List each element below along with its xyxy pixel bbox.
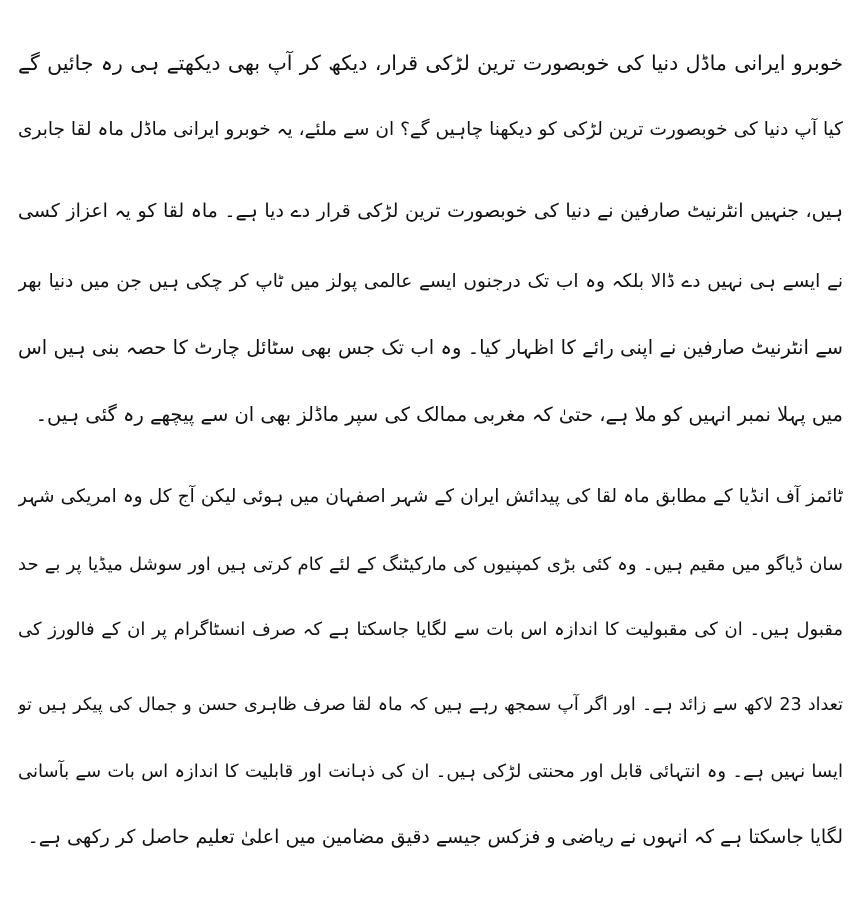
paragraph-2-line-3: مقبول ہیں۔ ان کی مقبولیت کا اندازہ اس بات سے لگایا جاسکتا ہے کہ صرف انسٹاگرام پر ان کے فالورز کی	[18, 619, 843, 640]
paragraph-2-line-1: ٹائمز آف انڈیا کے مطابق ماہ لقا کی پیدائش ایران کے شہر اصفہان میں ہوئی لیکن آج کل وہ امریکی شہر	[18, 486, 843, 507]
paragraph-1-line-2: ہیں، جنہیں انٹرنیٹ صارفین نے دنیا کی خوبصورت ترین لڑکی قرار دے دیا ہے۔ ماہ لقا کو یہ اعزاز کسی	[18, 200, 843, 222]
paragraph-1-line-3: نے ایسے ہی نہیں دے ڈالا بلکہ وہ اب تک درجنوں ایسے عالمی پولز میں ٹاپ کر چکی ہیں جن میں دنیا بھر	[18, 271, 843, 292]
paragraph-1-line-4: سے انٹرنیٹ صارفین نے اپنی رائے کا اظہار کیا۔ وہ اب تک جس بھی سٹائل چارٹ کا حصہ بنی ہیں اس	[18, 336, 843, 359]
article-headline: خوبرو ایرانی ماڈل دنیا کی خوبصورت ترین لڑکی قرار، دیکھ کر آپ بھی دیکھتے ہی رہ جائیں گے	[18, 51, 843, 75]
paragraph-2-line-6: لگایا جاسکتا ہے کہ انہوں نے ریاضی و فزکس جیسے دقیق مضامین میں اعلیٰ تعلیم حاصل کر رکھی ہے۔	[27, 826, 843, 848]
paragraph-2-line-5: ایسا نہیں ہے۔ وہ انتہائی قابل اور محنتی لڑکی ہیں۔ ان کی ذہانت اور قابلیت کا اندازہ اس بات سے بآسانی	[18, 761, 843, 782]
paragraph-1-line-5: میں پہلا نمبر انہیں کو ملا ہے، حتیٰ کہ مغربی ممالک کی سپر ماڈلز بھی ان سے پیچھے رہ گئی ہیں۔	[35, 403, 843, 426]
paragraph-2-line-4: تعداد 23 لاکھ سے زائد ہے۔ اور اگر آپ سمجھ رہے ہیں کہ ماہ لقا صرف ظاہری حسن و جمال کی پیکر ہیں تو	[18, 695, 843, 715]
paragraph-2-line-2: سان ڈیاگو میں مقیم ہیں۔ وہ کئی بڑی کمپنیوں کی مارکیٹنگ کے لئے کام کرتی ہیں اور سوشل میڈیا پر بے حد	[18, 554, 843, 575]
paragraph-1-line-1: کیا آپ دنیا کی خوبصورت ترین لڑکی کو دیکھنا چاہیں گے؟ ان سے ملئے، یہ خوبرو ایرانی ماڈل ماہ لقا جابری	[18, 119, 843, 140]
